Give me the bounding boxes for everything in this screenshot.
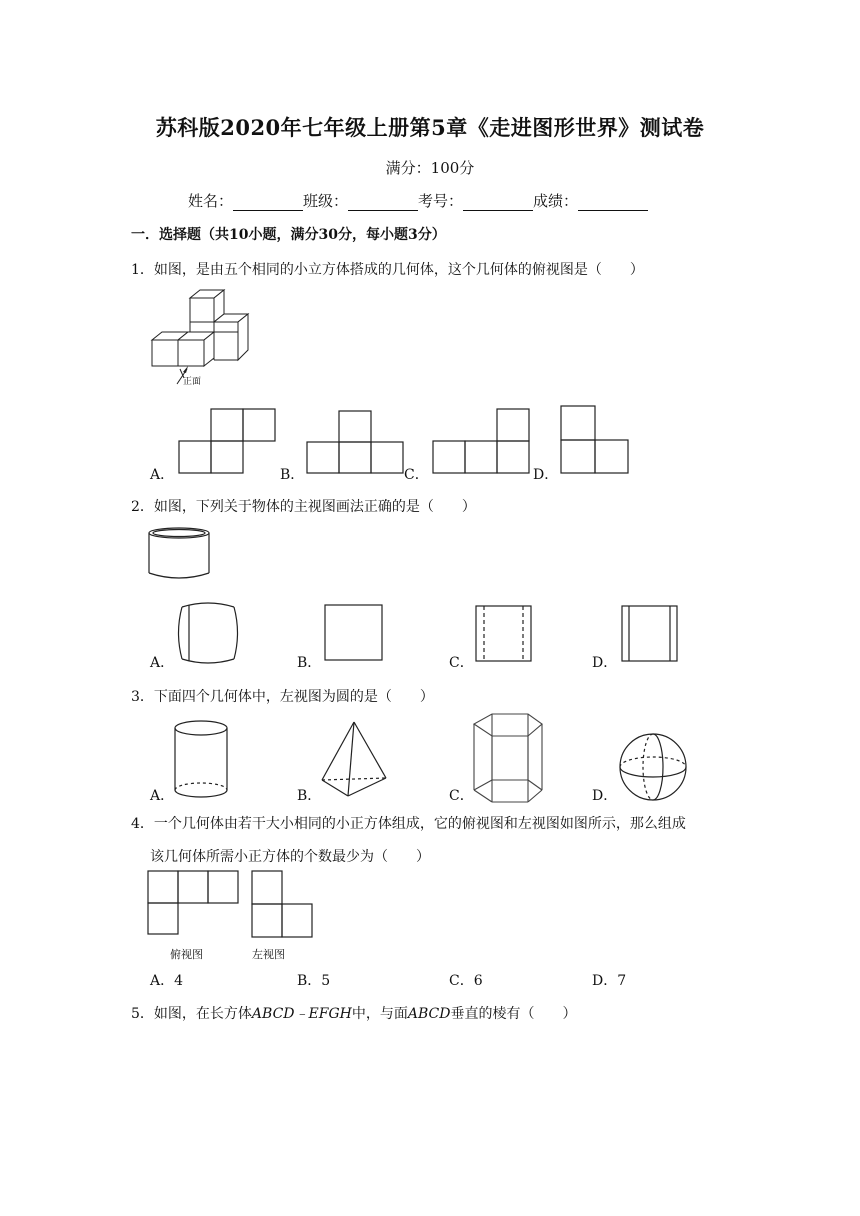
q4-left-view-figure	[251, 870, 315, 940]
question-5-text	[131, 1003, 576, 1023]
q3-option-b-label[interactable]: B．	[297, 788, 322, 804]
name-label: 姓名：	[188, 192, 234, 210]
q2-option-c-figure	[475, 605, 533, 663]
q3-option-d-label[interactable]: D．	[592, 788, 618, 804]
q4-top-view-label: 俯视图	[170, 948, 203, 961]
q5-prefix: 5．如图，在长方体	[131, 1006, 252, 1022]
q1-option-c-label[interactable]: C．	[404, 467, 429, 483]
q5-suffix: 垂直的棱有（ ）	[450, 1006, 577, 1022]
q2-option-a-label[interactable]: A．	[150, 655, 175, 671]
class-label: 班级：	[303, 192, 349, 210]
q1-option-d-figure	[560, 405, 630, 475]
question-3-text: 3．下面四个几何体中，左视图为圆的是（ ）	[131, 689, 434, 705]
name-blank[interactable]	[233, 194, 303, 211]
question-4-text-line2: 该几何体所需小正方体的个数最少为（ ）	[150, 849, 430, 865]
q2-option-d-label[interactable]: D．	[592, 655, 618, 671]
page-title: 苏科版2020年七年级上册第5章《走进图形世界》测试卷	[155, 115, 705, 140]
q1-option-b-label[interactable]: B．	[280, 467, 305, 483]
q3-option-d-sphere	[618, 732, 688, 802]
q4-option-d[interactable]: D．7	[592, 973, 627, 989]
q2-option-d-figure	[621, 605, 679, 663]
section-heading: 一．选择题（共10小题，满分30分，每小题3分）	[131, 227, 446, 243]
q2-option-a-figure	[172, 601, 242, 665]
grade-label: 成绩：	[533, 192, 579, 210]
q1-option-a-figure	[178, 408, 278, 474]
q5-solid-name: ABCD﹣EFGH	[251, 1006, 352, 1022]
question-2-text: 2．如图，下列关于物体的主视图画法正确的是（ ）	[131, 499, 476, 515]
question-4-text-line1: 4．一个几何体由若干大小相同的小正方体组成，它的俯视图和左视图如图所示，那么组成	[131, 816, 686, 832]
exam-no-blank[interactable]	[463, 194, 533, 211]
q4-option-b[interactable]: B．5	[297, 973, 331, 989]
q3-option-a-cylinder	[173, 720, 229, 800]
q2-option-b-figure	[324, 604, 384, 662]
q1-option-a-label[interactable]: A．	[150, 467, 175, 483]
q2-object-figure	[146, 525, 214, 583]
q1-option-c-figure	[432, 408, 532, 474]
q4-option-a[interactable]: A．4	[150, 973, 184, 989]
q3-option-b-pyramid	[318, 720, 390, 800]
grade-blank[interactable]	[578, 194, 648, 211]
q1-option-b-figure	[306, 410, 406, 474]
exam-no-label: 考号：	[418, 192, 464, 210]
q1-front-label: 正面	[183, 377, 202, 387]
question-1-text: 1．如图，是由五个相同的小立方体搭成的几何体，这个几何体的俯视图是（ ）	[131, 262, 644, 278]
class-blank[interactable]	[348, 194, 418, 211]
q3-option-c-hexprism	[470, 712, 546, 804]
student-info-row	[188, 190, 648, 211]
q2-option-b-label[interactable]: B．	[297, 655, 322, 671]
q5-middle: 中，与面	[351, 1006, 408, 1022]
q1-solid-figure	[140, 290, 270, 390]
q4-option-c[interactable]: C．6	[449, 973, 483, 989]
q2-option-c-label[interactable]: C．	[449, 655, 474, 671]
q3-option-c-label[interactable]: C．	[449, 788, 474, 804]
q5-face-name: ABCD	[407, 1006, 451, 1022]
full-score: 满分：100分	[385, 159, 475, 177]
q1-option-d-label[interactable]: D．	[533, 467, 559, 483]
q4-top-view-figure	[147, 870, 241, 936]
q3-option-a-label[interactable]: A．	[150, 788, 175, 804]
q4-left-view-label: 左视图	[252, 948, 285, 961]
